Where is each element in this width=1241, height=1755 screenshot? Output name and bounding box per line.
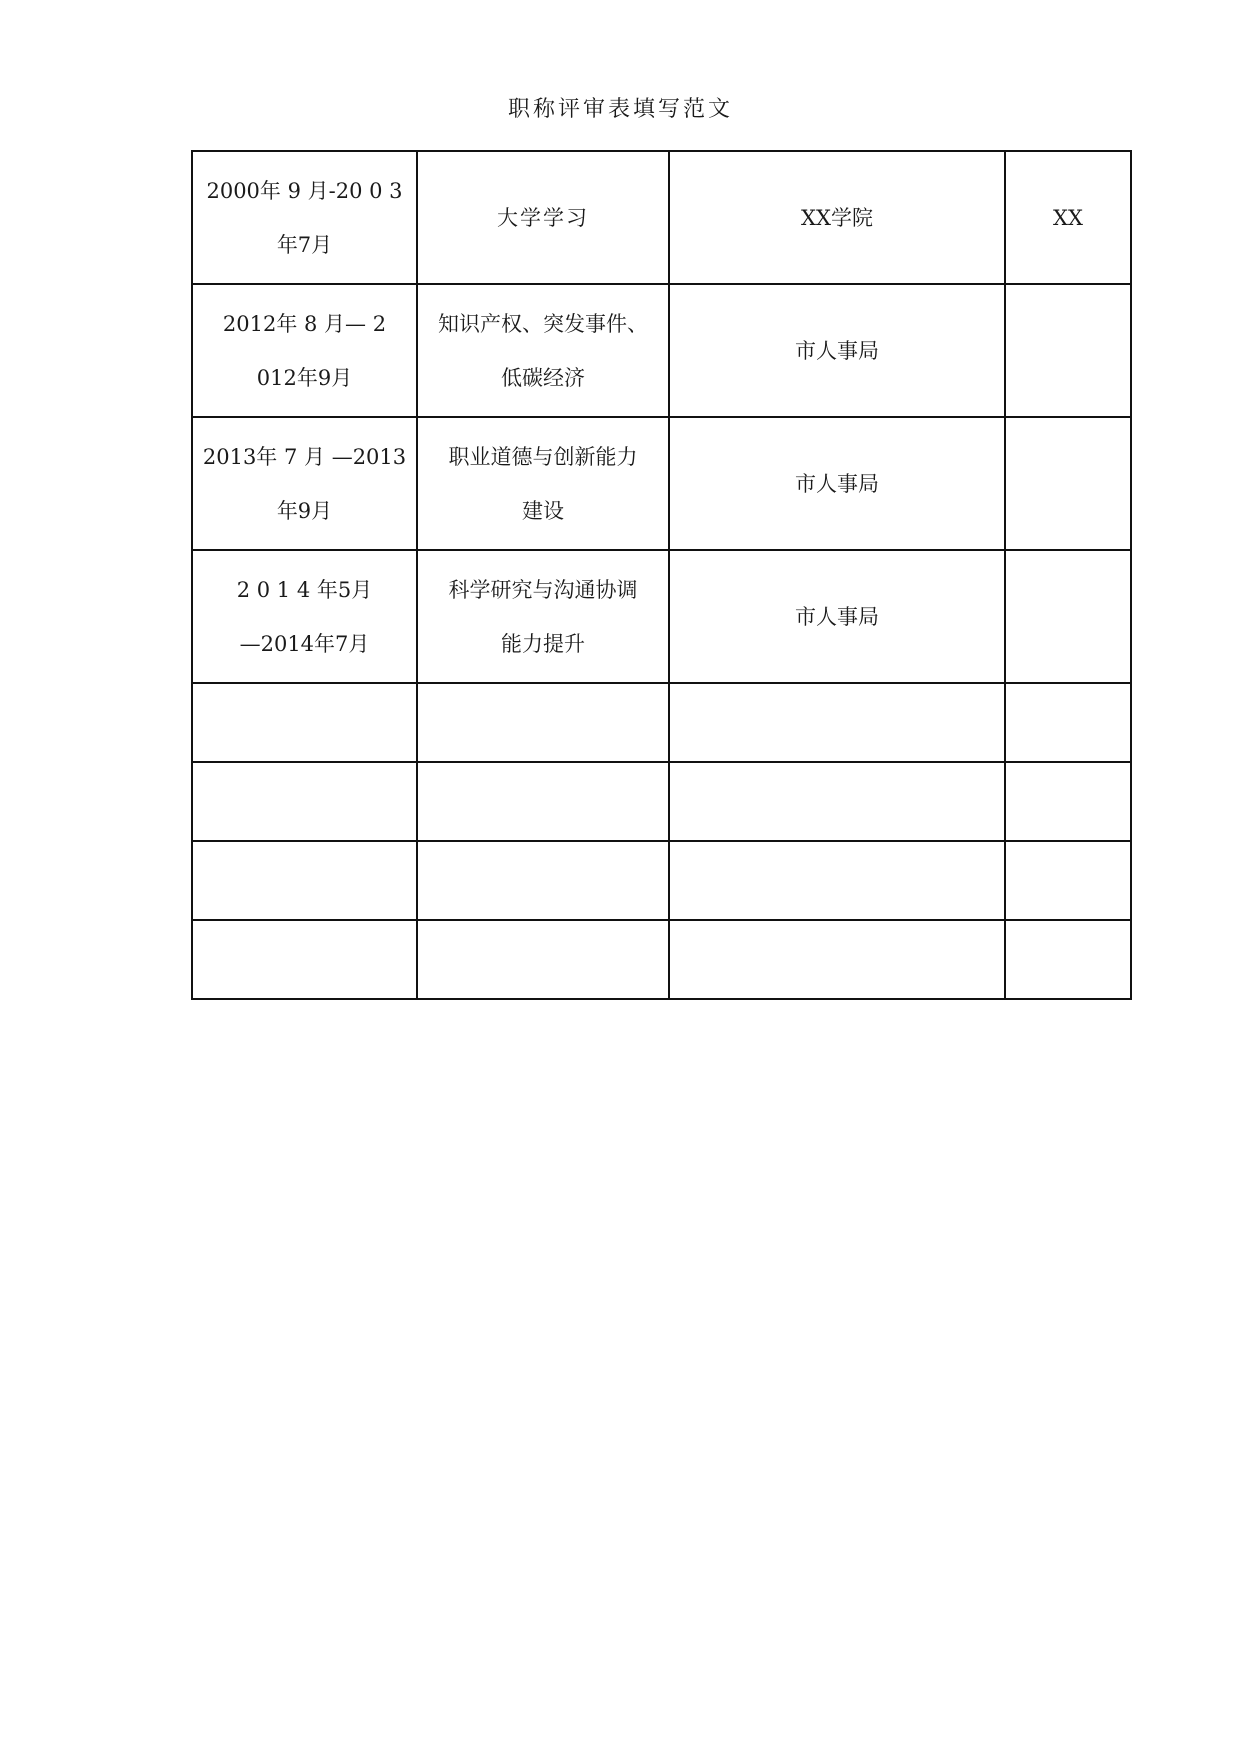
content-line: 低碳经济 [501,365,585,390]
period-line: 年7月 [276,232,333,257]
empty-cell [669,841,1005,920]
table-row [192,284,1131,417]
empty-cell [669,762,1005,841]
content-line: 知识产权、突发事件、 [438,311,648,336]
remark-cell: XX [1005,151,1131,284]
remark-cell [1005,417,1131,550]
period-cell [192,550,417,683]
period-cell [192,284,417,417]
table-row-empty [192,841,1131,920]
organizer-cell: XX学院 [669,151,1005,284]
empty-cell [192,683,417,762]
table-row-empty [192,762,1131,841]
page-title: 职称评审表填写范文 [507,97,733,122]
period-line: 2000年 9 月-20 0 3 [206,178,403,203]
content-line: 能力提升 [501,631,585,656]
empty-cell [417,920,669,999]
table-row [192,550,1131,683]
empty-cell [192,920,417,999]
period-line: 2012年 8 月— 2 [222,311,387,336]
content-cell [417,284,669,417]
empty-cell [669,683,1005,762]
remark-cell [1005,550,1131,683]
empty-cell [1005,762,1131,841]
period-line: —2014年7月 [239,631,370,656]
empty-cell [1005,920,1131,999]
table-row-empty [192,920,1131,999]
empty-cell [417,683,669,762]
empty-cell [1005,683,1131,762]
organizer-cell: 市人事局 [669,417,1005,550]
table-row [192,417,1131,550]
table-row-empty [192,683,1131,762]
empty-cell [192,762,417,841]
period-cell [192,417,417,550]
organizer-cell: 市人事局 [669,550,1005,683]
content-cell [417,417,669,550]
empty-cell [192,841,417,920]
period-line: 2013年 7 月 —2013 [202,444,407,469]
period-cell [192,151,417,284]
content-line: 科学研究与沟通协调 [448,577,638,602]
empty-cell [1005,841,1131,920]
content-cell [417,550,669,683]
empty-cell [417,762,669,841]
remark-cell [1005,284,1131,417]
period-line: 年9月 [276,498,333,523]
empty-cell [417,841,669,920]
content-line: 建设 [522,498,564,523]
training-record-table [191,150,1132,1000]
organizer-cell: 市人事局 [669,284,1005,417]
content-cell [417,151,669,284]
period-line: 012年9月 [256,365,353,390]
empty-cell [669,920,1005,999]
period-line: 2 0 1 4 年5月 [236,577,373,602]
content-line: 职业道德与创新能力 [448,444,638,469]
table-row [192,151,1131,284]
content-line: 大学学习 [497,205,589,230]
